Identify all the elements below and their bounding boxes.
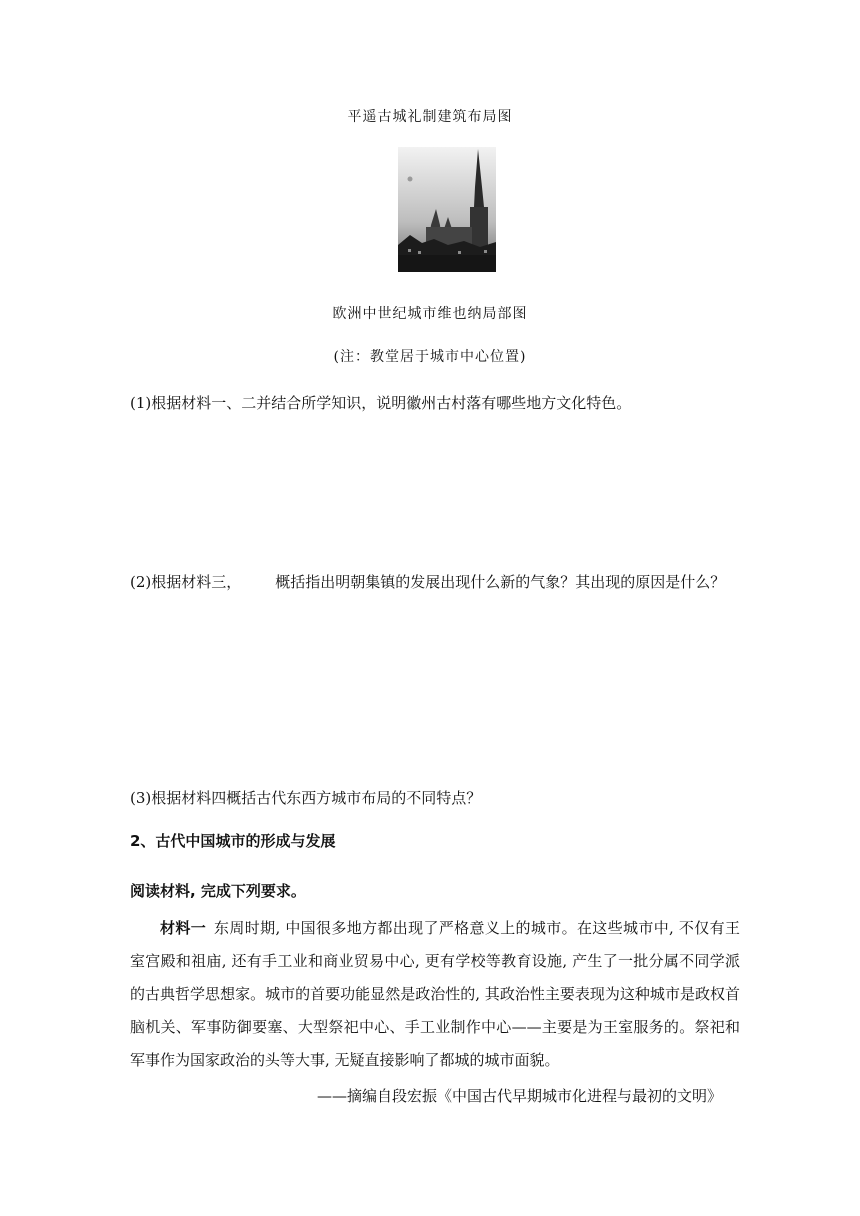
- section-heading: 2、古代中国城市的形成与发展: [130, 832, 336, 850]
- material-1-text: 东周时期, 中国很多地方都出现了严格意义上的城市。在这些城市中, 不仅有王室宫殿和祖庙, 还有手工业和商业贸易中心, 更有学校等教育设施, 产生了一批分属不同学派的古典哲学思想家。城市的首要功能显然是政治性的, 其政治性主要表现为这种城市是政权首脑机关、军事防御要塞、大型祭祀中心、手工业制作中心——主要是为王室服务的。祭祀和军事作为国家政治的头等大事, 无疑直接影响了都城的城市面貌。: [130, 919, 740, 1069]
- instruction: 阅读材料, 完成下列要求。: [130, 882, 306, 900]
- figure-note: (注：教堂居于城市中心位置): [333, 349, 527, 365]
- figure-caption-pingyao: 平遥古城礼制建筑布局图: [347, 109, 513, 125]
- question-2-part-a: (2)根据材料三，: [130, 573, 242, 591]
- question-3: (3)根据材料四概括古代东西方城市布局的不同特点？: [130, 789, 482, 807]
- cathedral-image: [398, 147, 496, 272]
- material-1-lead: 材料一: [160, 919, 207, 937]
- question-2-part-b: 概括指出明朝集镇的发展出现什么新的气象？其出现的原因是什么？: [275, 573, 726, 591]
- vienna-cathedral-photo: [398, 147, 496, 272]
- question-1: (1)根据材料一、二并结合所学知识，说明徽州古村落有哪些地方文化特色。: [130, 394, 632, 412]
- material-source: ——摘编自段宏振《中国古代早期城市化进程与最初的文明》: [316, 1087, 722, 1105]
- material-1-paragraph: [130, 912, 740, 1077]
- question-2: [130, 571, 725, 592]
- figure-caption-vienna: 欧洲中世纪城市维也纳局部图: [332, 306, 528, 322]
